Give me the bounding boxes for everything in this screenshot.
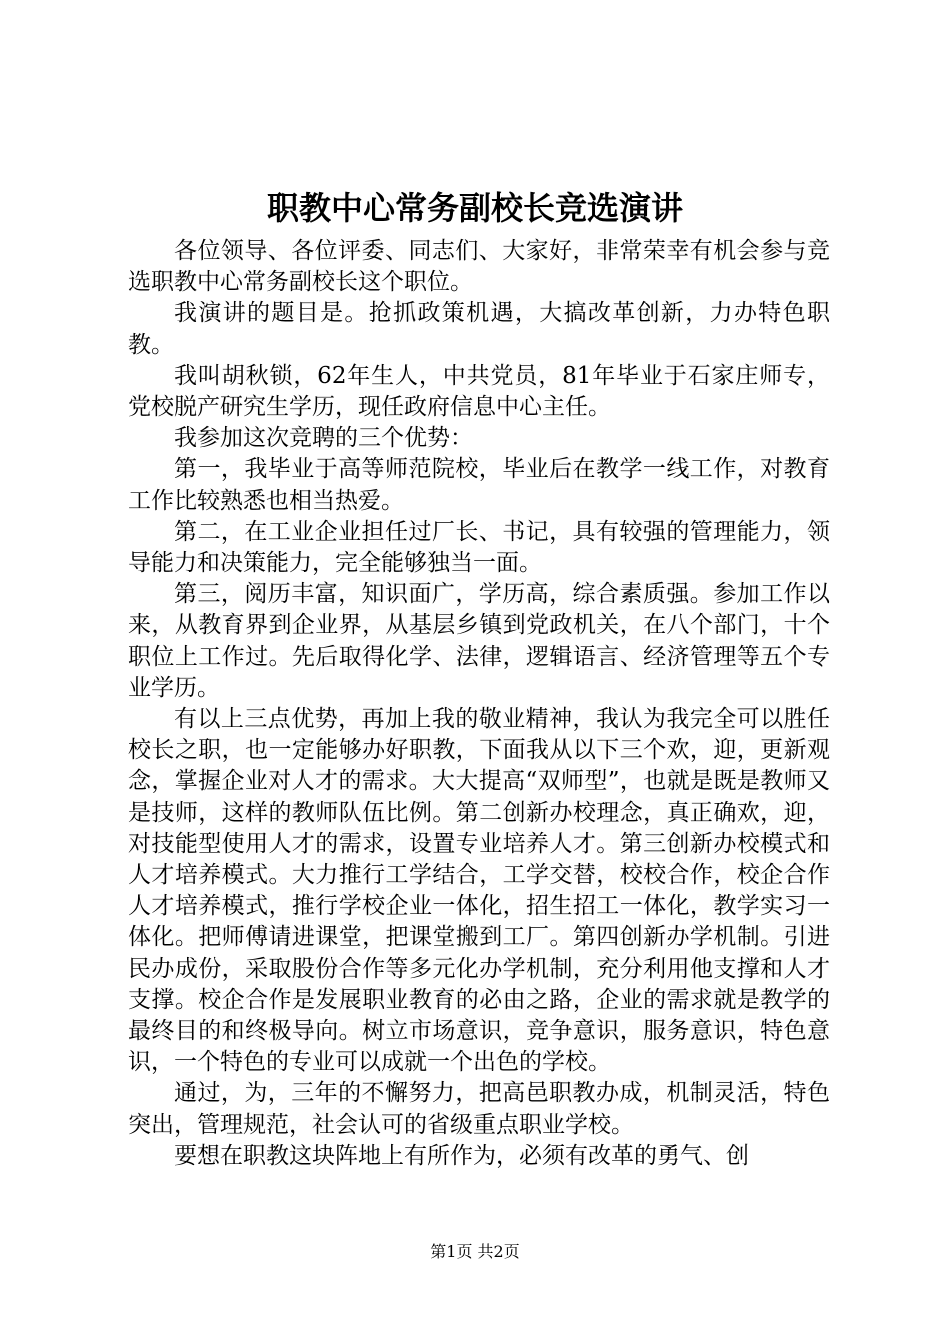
paragraph-plans: 有以上三点优势，再加上我的敬业精神，我认为我完全可以胜任校长之职，也一定能够办好职教，下面我从以下三个欢，迎，更新观念，掌握企业对人才的需求。大大提高“双师型”，也就是既是教师又是技师，这样的教师队伍比例。第二创新办校理念，真正确欢，迎，对技能型使用人才的需求，设置专业培养人才。第三创新办校模式和人才培养模式。大力推行工学结合，工学交替，校校合作，校企合作人才培养模式，推行学校企业一体化，招生招工一体化，教学实习一体化。把师傅请进课堂，把课堂搬到工厂。第四创新办学机制。引进民办成份，采取股份合作等多元化办学机制，充分利用他支撑和人才支撑。校企合作是发展职业教育的必由之路，企业的需求就是教学的最终目的和终极导向。树立市场意识，竞争意识，服务意识，特色意识，一个特色的专业可以成就一个出色的学校。 xyxy=(128,706,830,1076)
paragraph-self-introduction: 我叫胡秋锁，62年生人，中共党员，81年毕业于石家庄师专，党校脱产研究生学历，现任政府信息中心主任。 xyxy=(128,362,830,421)
paragraph-speech-topic: 我演讲的题目是。抢抓政策机遇，大搞改革创新，力办特色职教。 xyxy=(128,300,830,358)
paragraph-advantage-one: 第一，我毕业于高等师范院校，毕业后在教学一线工作，对教育工作比较熟悉也相当热爱。 xyxy=(128,456,830,514)
paragraph-goal: 通过，为，三年的不懈努力，把高邑职教办成，机制灵活，特色突出，管理规范，社会认可的省级重点职业学校。 xyxy=(128,1080,830,1138)
paragraph-advantage-two: 第二，在工业企业担任过厂长、书记，具有较强的管理能力，领导能力和决策能力，完全能够独当一面。 xyxy=(128,518,830,577)
paragraph-advantage-three: 第三，阅历丰富，知识面广，学历高，综合素质强。参加工作以来，从教育界到企业界，从基层乡镇到党政机关，在八个部门，十个职位上工作过。先后取得化学、法律，逻辑语言、经济管理等五个专业学历。 xyxy=(128,581,830,701)
paragraph-advantages-intro: 我参加这次竞聘的三个优势： xyxy=(174,425,473,452)
page-number-footer: 第1页 共2页 xyxy=(430,1242,520,1261)
document-title: 职教中心常务副校长竞选演讲 xyxy=(266,189,683,227)
paragraph-conclusion-start: 要想在职教这块阵地上有所作为，必须有改革的勇气、创 xyxy=(174,1142,749,1169)
document-body xyxy=(128,236,830,1172)
paragraph-greeting: 各位领导、各位评委、同志们、大家好，非常荣幸有机会参与竞选职教中心常务副校长这个职位。 xyxy=(128,238,830,296)
